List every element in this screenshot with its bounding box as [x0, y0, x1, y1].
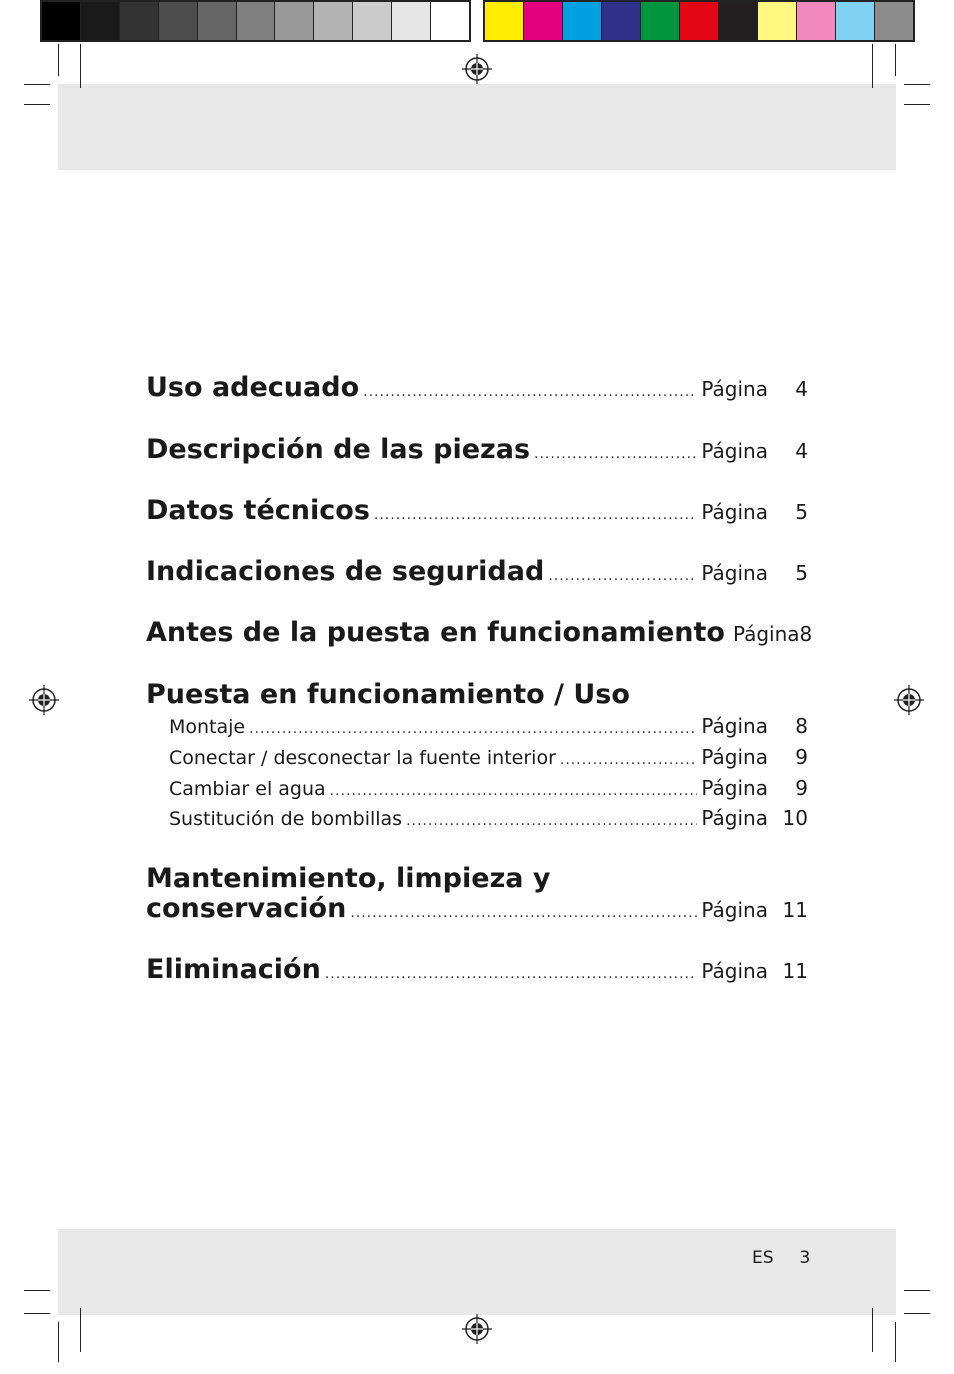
color-swatch: [524, 2, 563, 40]
color-swatch: [797, 2, 836, 40]
color-swatch: [563, 2, 602, 40]
page-number: 5: [795, 561, 808, 585]
registration-mark-icon: [462, 1314, 492, 1344]
page-number: 9: [795, 776, 808, 800]
color-swatch: [875, 2, 913, 40]
page-word: Página: [701, 439, 768, 463]
registration-mark-icon: [894, 685, 924, 715]
page-word: Página: [701, 959, 768, 983]
page-number: 4: [795, 439, 808, 463]
dot-leader: [534, 446, 697, 462]
crop-mark: [872, 44, 873, 88]
grayscale-color-bar: [40, 0, 471, 42]
toc-entry[interactable]: [146, 893, 808, 924]
page-word: Página: [701, 776, 768, 800]
page-number: 10: [782, 806, 808, 830]
dot-leader: [330, 783, 698, 799]
dot-leader: [548, 568, 697, 584]
toc-subentry[interactable]: [169, 745, 808, 769]
toc-entry-title: Descripción de las piezas: [146, 434, 531, 465]
toc-subentry[interactable]: [169, 806, 808, 830]
footer-band: [58, 1229, 896, 1315]
gray-swatch: [237, 2, 276, 40]
crop-mark: [24, 1290, 50, 1291]
toc-entry[interactable]: [146, 617, 813, 648]
dot-leader: [350, 905, 697, 921]
color-swatch: [602, 2, 641, 40]
dot-leader: [560, 752, 698, 768]
toc-subentry-title: Cambiar el agua: [169, 778, 326, 800]
gray-swatch: [275, 2, 314, 40]
crop-mark: [895, 1322, 896, 1362]
toc-entry-title: conservación: [146, 893, 347, 924]
toc-entry-title: Antes de la puesta en funcionamiento: [146, 617, 725, 648]
crop-mark: [24, 1313, 50, 1314]
page-word: Página: [701, 377, 768, 401]
crop-mark: [904, 1290, 930, 1291]
toc-entry-title-line1[interactable]: Mantenimiento, limpieza y: [146, 863, 551, 894]
page-word: Página: [732, 622, 800, 646]
page-number: 9: [795, 745, 808, 769]
toc-entry[interactable]: [146, 495, 808, 526]
page-word: Página: [701, 561, 768, 585]
crop-mark: [904, 84, 930, 85]
page-number: 4: [795, 377, 808, 401]
header-band: [58, 84, 896, 170]
toc-subentry-title: Montaje: [169, 716, 246, 738]
toc-subentry-title: Sustitución de bombillas: [169, 808, 403, 830]
gray-swatch: [42, 2, 81, 40]
page-number-footer: 3: [799, 1248, 811, 1268]
page-number: 8: [799, 622, 813, 646]
dot-leader: [374, 507, 698, 523]
gray-swatch: [314, 2, 353, 40]
color-swatch: [680, 2, 719, 40]
crop-mark: [904, 1313, 930, 1314]
crop-mark: [24, 104, 50, 105]
registration-mark-icon: [462, 54, 492, 84]
toc-subentry-title: Conectar / desconectar la fuente interior: [169, 747, 556, 769]
page-number: 5: [795, 500, 808, 524]
gray-swatch: [81, 2, 120, 40]
gray-swatch: [198, 2, 237, 40]
gray-swatch: [392, 2, 431, 40]
crop-mark: [58, 1322, 59, 1362]
dot-leader: [363, 384, 697, 400]
color-swatch: [836, 2, 875, 40]
toc-subentry[interactable]: [169, 714, 808, 738]
crop-mark: [24, 84, 50, 85]
page-footer: [752, 1248, 810, 1268]
crop-mark: [895, 44, 896, 76]
page-word: Página: [701, 714, 768, 738]
page-number: 8: [795, 714, 808, 738]
gray-swatch: [120, 2, 159, 40]
dot-leader: [325, 966, 698, 982]
gray-swatch: [431, 2, 469, 40]
toc-subentry[interactable]: [169, 776, 808, 800]
gray-swatch: [159, 2, 198, 40]
crop-mark: [872, 1308, 873, 1352]
language-code: ES: [752, 1248, 774, 1268]
registration-mark-icon: [29, 685, 59, 715]
crop-mark: [80, 1308, 81, 1352]
toc-section-heading[interactable]: Puesta en funcionamiento / Uso: [146, 679, 630, 710]
gray-swatch: [353, 2, 392, 40]
process-color-bar: [483, 0, 915, 42]
dot-leader: [249, 721, 697, 737]
color-swatch: [485, 2, 524, 40]
color-swatch: [641, 2, 680, 40]
crop-mark: [904, 104, 930, 105]
dot-leader: [406, 813, 697, 829]
toc-entry-title: Eliminación: [146, 954, 321, 985]
color-swatch: [758, 2, 797, 40]
page-word: Página: [701, 806, 768, 830]
toc-entry-title: Indicaciones de seguridad: [146, 556, 545, 587]
toc-entry[interactable]: [146, 954, 808, 985]
color-swatch: [719, 2, 758, 40]
toc-entry[interactable]: [146, 372, 808, 403]
page-word: Página: [701, 745, 768, 769]
crop-mark: [58, 44, 59, 76]
page-number: 11: [782, 898, 808, 922]
page-number: 11: [782, 959, 808, 983]
toc-entry-title: Datos técnicos: [146, 495, 370, 526]
page-word: Página: [701, 500, 768, 524]
toc-entry[interactable]: [146, 556, 808, 587]
toc-entry[interactable]: [146, 434, 808, 465]
crop-mark: [80, 44, 81, 88]
toc-entry-title: Uso adecuado: [146, 372, 360, 403]
page-word: Página: [701, 898, 768, 922]
